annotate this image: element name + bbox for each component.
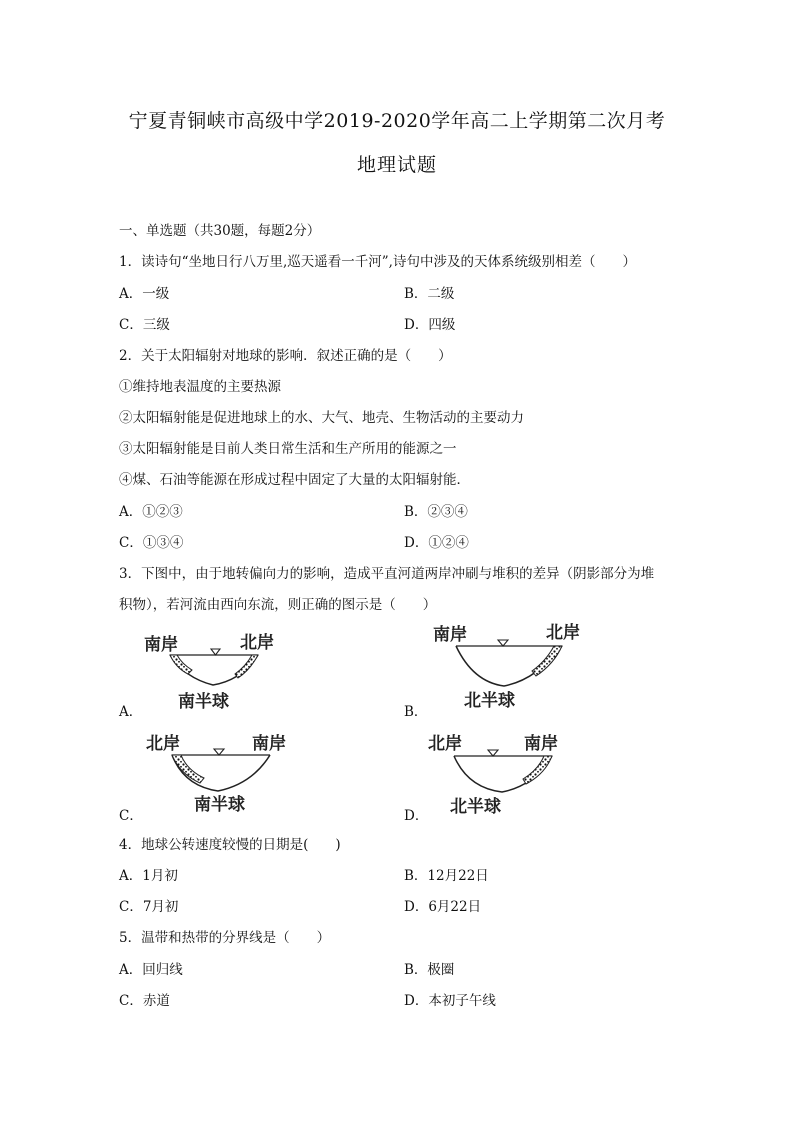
deposit-left — [170, 655, 192, 674]
page-title: 宁夏青铜峡市高级中学2019-2020学年高二上学期第二次月考 — [128, 110, 666, 132]
section-heading: 一、单选题（共30题，每题2分） — [119, 223, 321, 239]
question-4-option-b: B．12月22日 — [404, 868, 489, 884]
question-3-stem-line-2: 积物），若河流由西向东流，则正确的图示是（ ） — [119, 597, 437, 613]
question-4-option-a: A．1月初 — [119, 868, 178, 884]
figure-c-hemisphere-label: 南半球 — [194, 795, 245, 815]
question-1-option-a: A．一级 — [119, 286, 170, 302]
figure-b-hemisphere-label: 北半球 — [464, 691, 515, 711]
question-3-option-b: B． — [404, 704, 428, 720]
figure-b-left-label: 南岸 — [433, 625, 467, 645]
figure-b-right-label: 北岸 — [546, 623, 580, 643]
question-3-option-c: C． — [119, 808, 143, 824]
question-5-option-b: B．极圈 — [404, 962, 455, 978]
question-2-option-a: A．①②③ — [119, 504, 183, 520]
question-1-option-d: D．四级 — [404, 317, 456, 333]
question-2-option-c: C．①③④ — [119, 535, 184, 551]
question-3-option-a: A． — [119, 704, 143, 720]
question-2-item-3: ③太阳辐射能是目前人类日常生活和生产所用的能源之一 — [119, 441, 457, 457]
question-1-stem: 1．读诗句“坐地日行八万里,巡天遥看一千河”,诗句中涉及的天体系统级别相差（ ） — [119, 254, 636, 270]
deposit-right — [532, 646, 562, 676]
deposit-right — [523, 756, 552, 784]
river-figure-c — [142, 728, 312, 816]
question-5-stem: 5．温带和热带的分界线是（ ） — [119, 930, 331, 946]
river-figure-b — [428, 620, 598, 712]
figure-d-hemisphere-label: 北半球 — [450, 797, 501, 817]
question-5-option-a: A．回归线 — [119, 962, 183, 978]
question-4-stem: 4．地球公转速度较慢的日期是( ) — [119, 837, 341, 853]
question-4-option-c: C．7月初 — [119, 899, 179, 915]
deposit-right — [235, 655, 258, 678]
figure-c-left-label: 北岸 — [146, 734, 180, 754]
question-3-option-d: D． — [404, 808, 429, 824]
figure-a-right-label: 北岸 — [240, 633, 274, 653]
question-2-option-b: B．②③④ — [404, 504, 468, 520]
figure-d-right-label: 南岸 — [524, 734, 558, 754]
river-figure-a — [140, 628, 300, 714]
question-2-item-2: ②太阳辐射能是促进地球上的水、大气、地壳、生物活动的主要动力 — [119, 410, 524, 426]
figure-a-left-label: 南岸 — [144, 635, 178, 655]
figure-c-right-label: 南岸 — [252, 734, 286, 754]
question-4-option-d: D．6月22日 — [404, 899, 482, 915]
page-subtitle: 地理试题 — [356, 154, 437, 176]
question-5-option-d: D．本初子午线 — [404, 993, 496, 1009]
question-3-stem-line-1: 3．下图中，由于地转偏向力的影响，造成平直河道两岸冲刷与堆积的差异（阴影部分为堆 — [119, 566, 655, 582]
question-2-item-1: ①维持地表温度的主要热源 — [119, 379, 281, 395]
question-5-option-c: C．赤道 — [119, 993, 170, 1009]
question-2-item-4: ④煤、石油等能源在形成过程中固定了大量的太阳辐射能． — [119, 472, 470, 488]
question-1-option-b: B．二级 — [404, 286, 455, 302]
river-figure-d — [424, 728, 594, 818]
figure-a-hemisphere-label: 南半球 — [178, 692, 229, 712]
question-2-stem: 2．关于太阳辐射对地球的影响．叙述正确的是（ ） — [119, 348, 452, 364]
question-2-option-d: D．①②④ — [404, 535, 469, 551]
figure-d-left-label: 北岸 — [428, 734, 462, 754]
question-1-option-c: C．三级 — [119, 317, 170, 333]
